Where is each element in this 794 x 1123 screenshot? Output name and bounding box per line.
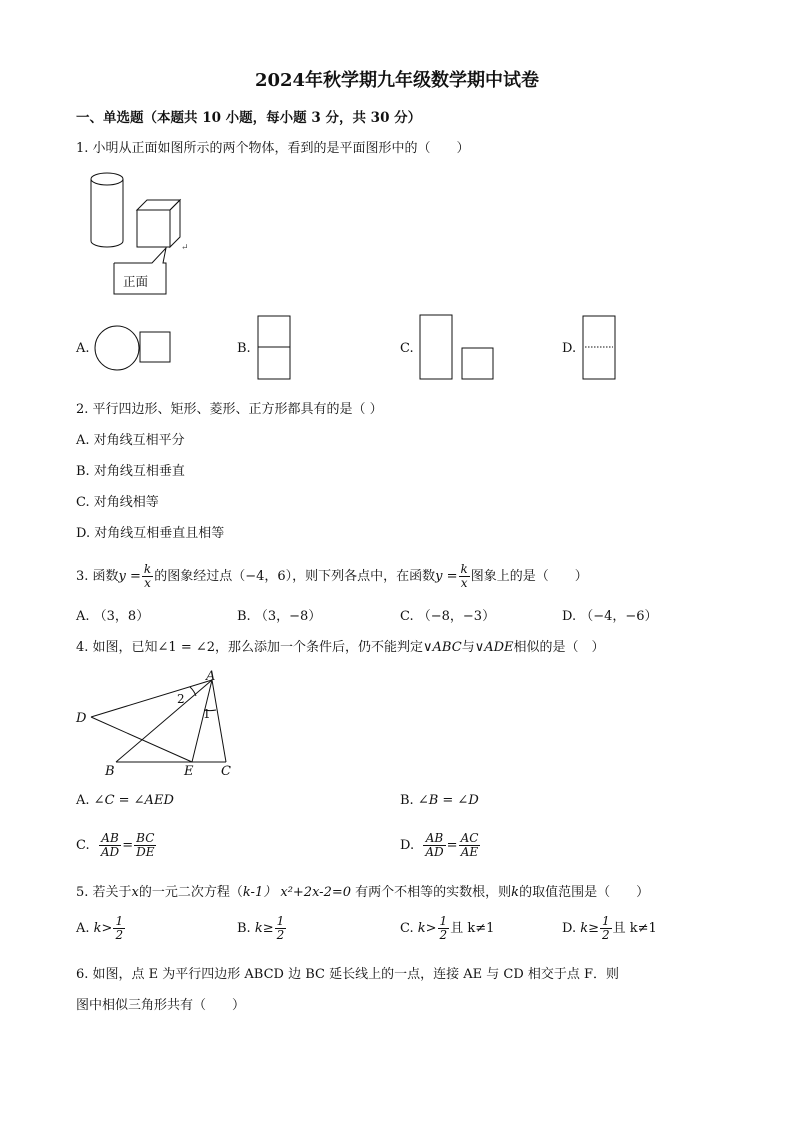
q4-option-a-label: A. (76, 793, 90, 808)
q4-option-d-num-2: AC (460, 831, 479, 846)
q4-option-a-text: ∠C = ∠AED (93, 793, 174, 808)
q5-option-b-rel: k≥ (254, 921, 274, 936)
q4-option-d-fraction-1 (423, 832, 445, 858)
q1-option-d-figure[interactable] (582, 315, 618, 381)
q4-option-d[interactable] (400, 826, 481, 866)
question-5-stem (76, 881, 649, 900)
q5-option-d-rel: k≥ (580, 921, 600, 936)
q5-option-d-den: 2 (602, 928, 610, 942)
q5-option-a-num: 1 (115, 914, 124, 929)
q4-option-c-eq: = (122, 838, 134, 853)
q1-option-c-label[interactable]: C. (400, 341, 414, 356)
q3-func-den-1: x (144, 576, 151, 590)
q5-var-x: x (131, 885, 139, 900)
question-6-line-1: 6. 如图，点 E 为平行四边形 ABCD 边 BC 延长线上的一点，连接 AE 与 CD 相交于点 F．则 (76, 967, 620, 982)
q4-option-a[interactable] (76, 793, 174, 808)
q2-option-b[interactable]: B. 对角线互相垂直 (76, 464, 185, 479)
q4-stem-b: 与 (461, 640, 475, 655)
q3-func-fraction-2 (459, 563, 470, 589)
q4-option-b-text: ∠B = ∠D (417, 793, 479, 808)
q4-option-c-fraction-2 (134, 832, 156, 858)
q5-option-d-label: D. (562, 921, 577, 936)
q4-option-d-num-1: AB (423, 832, 445, 846)
q4-triangle-figure (74, 666, 244, 781)
q3-func-fraction-1 (142, 563, 153, 589)
q3-mid1: 的图象经过点（−4，6），则下列各点中，在函数 (154, 569, 436, 584)
q5-stem-d: 的取值范围是（ ） (519, 885, 650, 900)
q4-option-c-label: C. (76, 838, 90, 853)
q5-option-a[interactable] (76, 910, 126, 948)
q5-stem-a: 5. 若关于 (76, 885, 132, 900)
q1-option-a-figure[interactable] (94, 325, 174, 371)
q5-stem-c: 有两个不相等的实数根，则 (355, 885, 512, 900)
q4-option-c-fraction-1 (99, 832, 121, 858)
q5-option-c-num: 1 (439, 914, 448, 929)
q2-option-d[interactable]: D. 对角线互相垂直且相等 (76, 526, 225, 541)
section-heading: 一、单选题（本题共 10 小题，每小题 3 分，共 30 分） (76, 110, 422, 126)
q3-option-a[interactable]: A. （3，8） (76, 609, 150, 624)
q5-option-b-num: 1 (276, 914, 285, 929)
question-2-stem: 2. 平行四边形、矩形、菱形、正方形都具有的是（ ） (76, 402, 383, 417)
q4-option-b[interactable] (400, 793, 479, 808)
question-1-stem: 1. 小明从正面如图所示的两个物体，看到的是平面图形中的（ ） (76, 141, 470, 156)
q4-label-c: C (221, 764, 231, 779)
q5-k-minus-1: k-1） (242, 885, 277, 900)
q5-option-b-fraction (275, 915, 287, 941)
question-6-line-2: 图中相似三角形共有（ ） (76, 998, 246, 1013)
q4-option-b-label: B. (400, 793, 414, 808)
q4-label-e: E (184, 764, 194, 779)
q4-option-d-fraction-2 (459, 832, 481, 858)
q4-option-d-label: D. (400, 838, 415, 853)
question-4-stem (76, 636, 605, 655)
q4-option-c-den-2: DE (136, 845, 155, 859)
q5-option-b[interactable] (237, 910, 287, 948)
q5-equation: x²+2x-2=0 (280, 885, 352, 900)
q4-option-d-eq: = (446, 838, 458, 853)
q2-option-a[interactable]: A. 对角线互相平分 (76, 433, 185, 448)
q4-label-a: A (206, 669, 216, 684)
q4-option-c-den-1: AD (100, 845, 120, 859)
q5-option-c-fraction (438, 915, 450, 941)
q5-option-d[interactable] (562, 910, 657, 948)
q4-option-c-num-2: BC (134, 832, 156, 846)
q3-option-c[interactable]: C. （−8，−3） (400, 609, 496, 624)
q3-func-den-2: x (460, 576, 468, 590)
q5-option-b-label: B. (237, 921, 251, 936)
page-title: 2024年秋学期九年级数学期中试卷 (254, 70, 540, 91)
front-view-label: 正面 (123, 274, 149, 289)
q4-angle-2-label: 2 (177, 692, 185, 706)
q4-triangle-abc: ∨ABC (423, 640, 462, 655)
q5-option-c-label: C. (400, 921, 414, 936)
svg-text:↵: ↵ (181, 243, 189, 253)
q2-option-c[interactable]: C. 对角线相等 (76, 495, 159, 510)
q4-label-b: B (105, 764, 115, 779)
q3-func-lhs-1: y = (118, 569, 141, 584)
q3-func-num-1: k (143, 562, 152, 577)
q3-prefix: 3. 函数 (76, 569, 119, 584)
q5-option-a-den: 2 (115, 928, 124, 942)
q5-option-d-fraction (600, 915, 612, 941)
question-3-stem (76, 558, 588, 596)
q4-option-d-den-1: AD (425, 845, 444, 859)
q4-option-c-num-1: AB (99, 832, 121, 846)
q5-option-c[interactable] (400, 910, 494, 948)
q5-option-b-den: 2 (276, 928, 285, 942)
q3-func-lhs-2: y = (435, 569, 458, 584)
q5-var-k: k (511, 885, 520, 900)
q1-option-c-figure[interactable] (419, 314, 499, 382)
q1-option-d-label[interactable]: D. (562, 341, 577, 356)
q4-triangle-ade: ∨ADE (474, 640, 514, 655)
q1-option-b-label[interactable]: B. (237, 341, 251, 356)
q1-option-a-label[interactable]: A. (76, 341, 90, 356)
q4-stem-c: 相似的是（ ） (513, 640, 605, 655)
q5-option-a-label: A. (76, 921, 90, 936)
q5-option-c-den: 2 (439, 928, 448, 942)
q5-option-a-fraction (113, 915, 125, 941)
q3-func-num-2: k (460, 562, 468, 577)
q4-label-d: D (76, 711, 87, 726)
q4-option-c[interactable] (76, 826, 157, 866)
q4-option-d-den-2: AE (460, 845, 479, 859)
q5-option-a-rel: k> (93, 921, 113, 936)
q3-option-b[interactable]: B. （3，−8） (237, 609, 322, 624)
q5-option-d-num: 1 (602, 914, 610, 929)
q4-stem-a: 4. 如图，已知∠1 = ∠2，那么添加一个条件后，仍不能判定 (76, 640, 424, 655)
q3-option-d[interactable]: D. （−4，−6） (562, 609, 658, 624)
q5-option-c-post: 且 k≠1 (450, 921, 495, 936)
q4-angle-1-label: 1 (203, 707, 211, 721)
q5-option-c-rel: k> (417, 921, 437, 936)
q3-mid2: 图象上的是（ ） (470, 569, 588, 584)
q5-option-d-post: 且 k≠1 (612, 921, 657, 936)
q1-option-b-figure[interactable] (257, 315, 293, 381)
q5-stem-b: 的一元二次方程（ (138, 885, 243, 900)
